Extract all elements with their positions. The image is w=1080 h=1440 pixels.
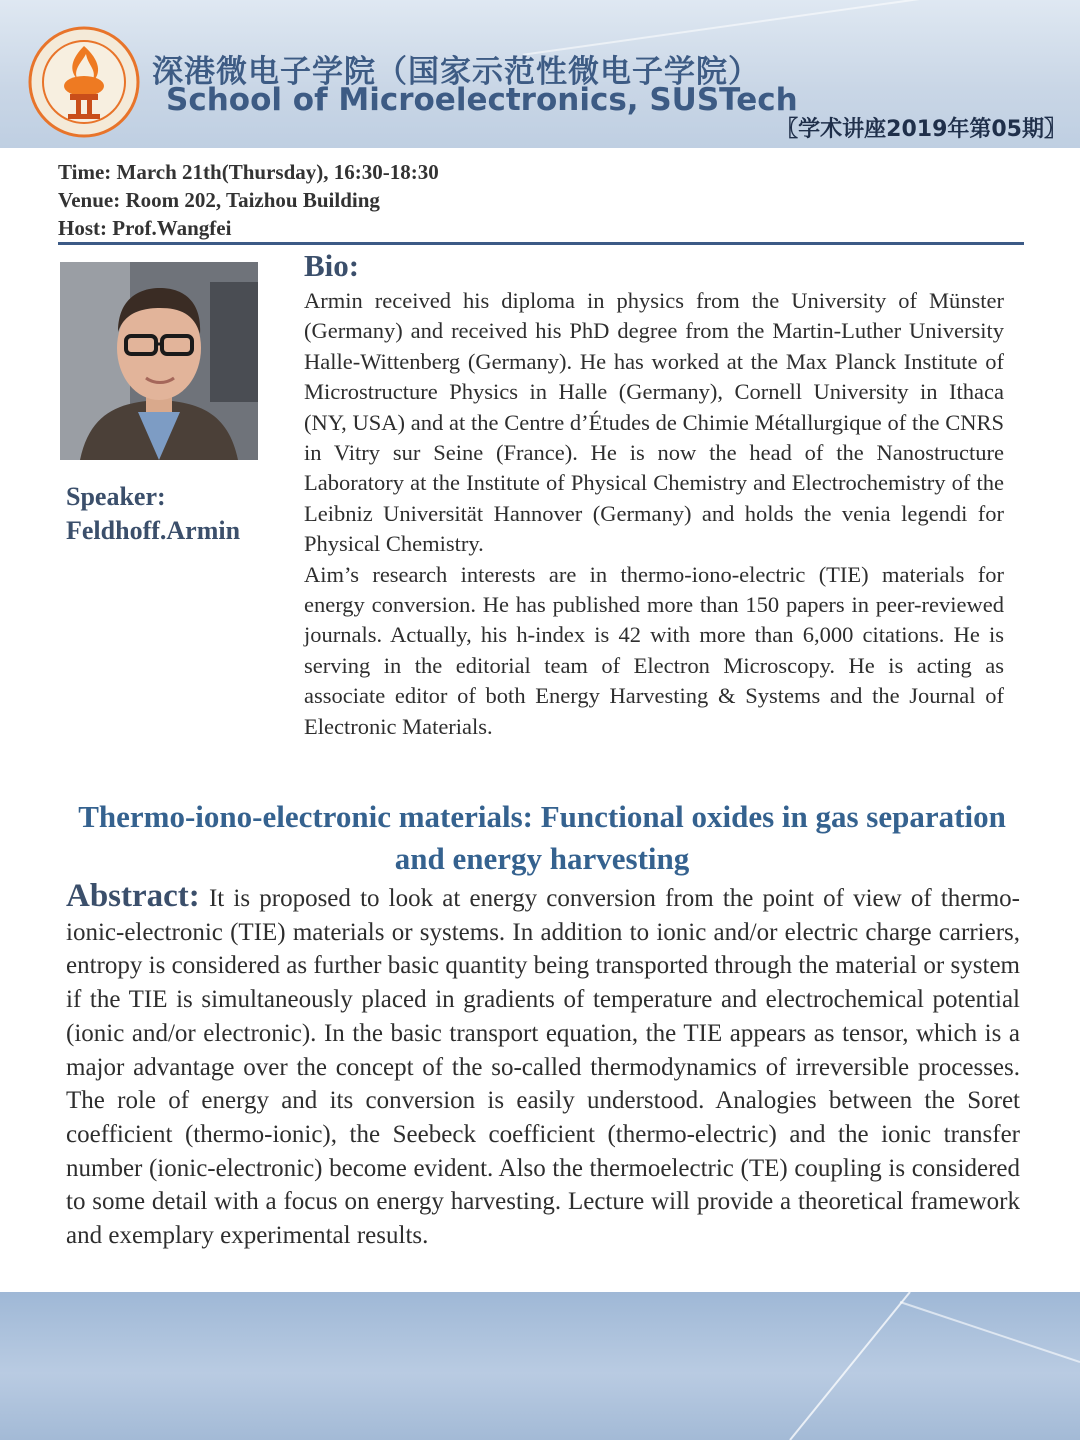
host-value: Prof.Wangfei xyxy=(112,216,232,240)
bio-paragraph: Aim’s research interests are in thermo-iono-electric (TIE) materials for energy conversion. He has published more than 150 papers in peer-reviewed journals. Actually, his h-index is 42 with more than 6,000 citations. He is serving in the editorial team of Electron Microscopy. He is acting as associate editor of both Energy Harvesting & Systems and the Journal of Electronic Materials. xyxy=(304,561,1004,739)
school-title-english: School of Microelectronics, SUSTech xyxy=(166,82,798,118)
header-band xyxy=(0,0,1080,148)
footer-band xyxy=(0,1292,1080,1440)
host-row xyxy=(58,214,439,242)
bio-paragraph: Armin received his diploma in physics from the University of Münster (Germany) and received his PhD degree from the Martin-Luther University Halle-Wittenberg (Germany). He has worked at the Max Planck Institute of Microstructure Physics in Halle (Germany), Cornell University in Ithaca (NY, USA) and at the Centre d’Études de Chimie Métallurgique of the CNRS in Vitry sur Seine (France). He is now the head of the Nanostructure Laboratory at the Institute of Physical Chemistry and Electrochemistry of the Leibniz Universität Hannover (Germany) and holds the venia legendi for Physical Chemistry. xyxy=(304,288,1004,557)
host-label: Host: xyxy=(58,216,107,240)
speaker-portrait xyxy=(60,262,258,460)
lecture-title: Thermo-iono-electronic materials: Functional oxides in gas separation and energy harvesting xyxy=(78,799,1006,876)
event-info xyxy=(58,158,439,242)
time-row xyxy=(58,158,439,186)
school-title-chinese: 深港微电子学院（国家示范性微电子学院） xyxy=(152,54,760,90)
time-value: March 21th(Thursday), 16:30-18:30 xyxy=(116,160,439,184)
lecture-issue-tag: 〖学术讲座2019年第05期〗 xyxy=(776,117,1066,142)
time-label: Time: xyxy=(58,160,112,184)
venue-label: Venue: xyxy=(58,188,121,212)
abstract-block xyxy=(66,880,1020,1253)
university-seal-icon xyxy=(28,26,140,138)
footer-decoration xyxy=(0,1292,1080,1440)
bio-text xyxy=(304,286,1004,742)
abstract-label: Abstract: xyxy=(66,878,200,914)
venue-row xyxy=(58,186,439,214)
speaker-label: Speaker: xyxy=(66,482,166,511)
abstract-text: It is proposed to look at energy conversion from the point of view of thermo-ionic-electronic (TIE) materials or systems. In addition to ionic and/or electric charge carriers, entropy is considered as further basic quantity being transported through the material or system if the TIE is simultaneously placed in gradients of temperature and electrochemical potential (ionic and/or electronic). In the basic transport equation, the TIE appears as tensor, which is a major advantage over the concept of the so-called thermodynamics of irreversible processes. The role of energy and its conversion is easily understood. Analogies between the Soret coefficient (thermo-ionic), the Seebeck coefficient (thermo-electric) and the ionic transfer number (ionic-electronic) become evident. Also the thermoelectric (TE) coupling is considered to some detail with a focus on energy harvesting. Lecture will provide a theoretical framework and exemplary experimental results. xyxy=(66,885,1021,1250)
speaker-name: Feldhoff.Armin xyxy=(66,516,241,545)
speaker-block xyxy=(66,480,240,548)
venue-value: Room 202, Taizhou Building xyxy=(125,188,380,212)
bio-heading: Bio: xyxy=(304,248,360,283)
section-divider xyxy=(58,242,1024,245)
